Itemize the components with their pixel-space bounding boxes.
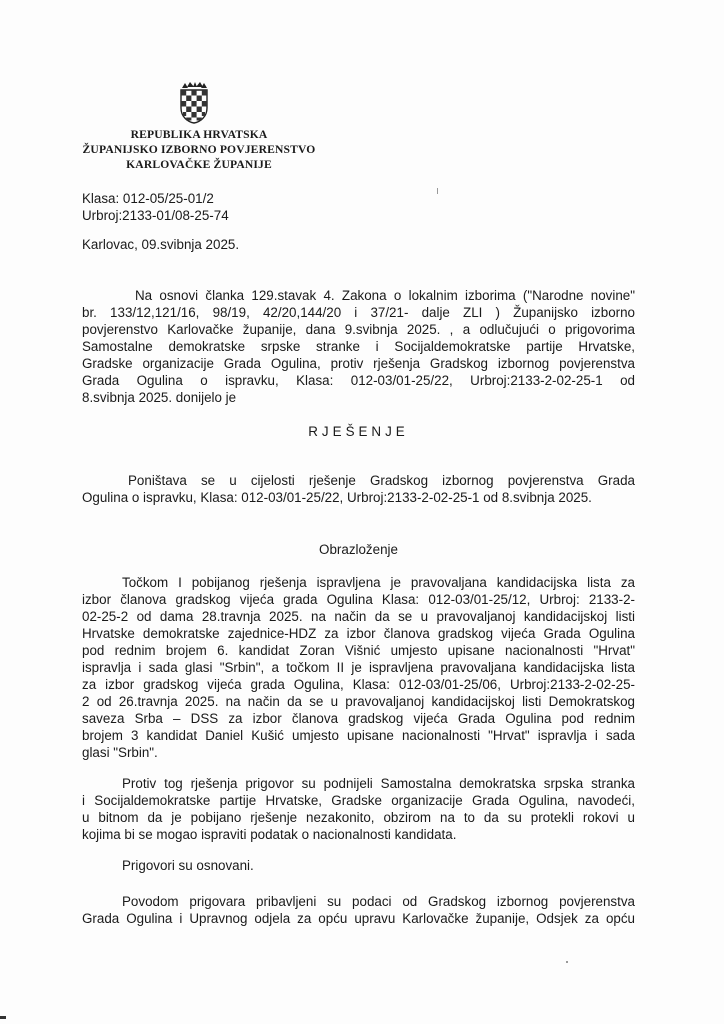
- reasoning-line: brojem 3 kandidat Daniel Kušić umjesto upisane nacionalnosti "Hrvat" ispravlja i sada: [82, 728, 635, 743]
- header-line-1: REPUBLIKA HRVATSKA: [130, 128, 268, 141]
- reasoning-line: Hrvatske demokratske zajednice-HDZ za izbor članova gradskog vijeća Grada Ogulina: [82, 626, 635, 641]
- intro-line: povjerenstvo Karlovačke županije, dana 9.svibnja 2025. , a odlučujući o prigovorima: [82, 322, 635, 337]
- decision-line: Ogulina o ispravku, Klasa: 012-03/01-25/22, Urbroj:2133-2-02-25-1 od 8.svibnja 2025.: [82, 490, 592, 505]
- institution-header: [68, 127, 330, 172]
- croatian-coat-of-arms-icon: [176, 82, 212, 124]
- urbroj: Urbroj:2133-01/08-25-74: [82, 208, 229, 223]
- reasoning-line: saveza Srba – DSS za izbor članova gradskog vijeća Grada Ogulina pod rednim: [82, 711, 635, 726]
- reasoning-line: Grada Ogulina i Upravnog odjela za opću upravu Karlovačke županije, Odsjek za opću: [82, 911, 635, 926]
- reasoning-paragraph-3: Prigovori su osnovani.: [122, 858, 254, 873]
- reasoning-line: pod rednim brojem 6. kandidat Zoran Višnić umjesto upisane nacionalnosti "Hrvat": [82, 643, 635, 658]
- intro-line: Samostalne demokratske srpske stranke i Socijaldemokratske partije Hrvatske,: [82, 339, 635, 354]
- intro-line: Gradske organizacije Grada Ogulina, protiv rješenja Gradskog izbornog povjerenstva: [82, 356, 635, 371]
- reasoning-line: izbor članova gradskog vijeća grada Ogulina Klasa: 012-03/01-25/12, Urbroj: 2133-2-: [82, 592, 635, 607]
- intro-paragraph: [82, 287, 635, 406]
- reasoning-line: Protiv tog rješenja prigovor su podnijeli Samostalna demokratska srpska stranka: [122, 776, 635, 791]
- header-line-3: KARLOVAČKE ŽUPANIJE: [126, 158, 272, 171]
- reasoning-line: za izbor gradskog vijeća grada Ogulina, Klasa: 012-03/01-25/06, Urbroj:2133-2-02-25-: [82, 677, 635, 692]
- scan-mark: [437, 188, 438, 194]
- reasoning-line: 02-25-2 od dama 28.travnja 2025. na način da se u pravovaljanoj kandidacijskoj listi: [82, 609, 635, 624]
- reasoning-line: Povodom prigovara pribavljeni su podaci od Gradskog izbornog povjerenstva: [122, 894, 635, 909]
- reasoning-line: Točkom I pobijanog rješenja ispravljena je pravovaljana kandidacijska lista za: [122, 575, 635, 590]
- reasoning-line: glasi "Srbin".: [82, 745, 158, 760]
- decision-paragraph: [82, 472, 635, 506]
- place-date: Karlovac, 09.svibnja 2025.: [82, 237, 240, 252]
- reasoning-line: u bitnom da je pobijano rješenje nezakonito, obzirom na to da su protekli rokovi u: [82, 810, 635, 825]
- reasoning-line: ispravlja i sada glasi "Srbin", a točkom II je ispravljena pravovaljana kandidacijska lista: [82, 660, 635, 675]
- klasa: Klasa: 012-05/25-01/2: [82, 191, 214, 206]
- reasoning-line: 2 od 26.travnja 2025. na način da se u pravovaljanoj kandidacijskoj listi Demokratskog: [82, 694, 635, 709]
- reasoning-title: Obrazloženje: [319, 542, 398, 557]
- reasoning-paragraph-2: [82, 775, 635, 843]
- reasoning-paragraph-4: [82, 893, 635, 927]
- intro-line: Grada Ogulina o ispravku, Klasa: 012-03/01-25/22, Urbroj:2133-2-02-25-1 od: [82, 373, 635, 388]
- intro-line: Na osnovi članka 129.stavak 4. Zakona o lokalnim izborima ("Narodne novine": [135, 288, 635, 303]
- scan-mark: [566, 961, 568, 963]
- reasoning-paragraph-1: [82, 574, 635, 761]
- intro-line: 8.svibnja 2025. donijelo je: [82, 390, 237, 405]
- header-line-2: ŽUPANIJSKO IZBORNO POVJERENSTVO: [82, 143, 316, 156]
- scan-mark: [0, 1016, 6, 1019]
- intro-line: br. 133/12,121/16, 98/19, 42/20,144/20 i 37/21- dalje ZLI ) Županijsko izborno: [82, 305, 635, 320]
- reasoning-line: i Socijaldemokratske partije Hrvatske, Gradske organizacije Grada Ogulina, navodeći,: [82, 793, 635, 808]
- decision-title: RJEŠENJE: [308, 424, 409, 439]
- decision-line: Poništava se u cijelosti rješenje Gradskog izbornog povjerenstva Grada: [128, 473, 635, 488]
- reasoning-line: kojima bi se mogao ispraviti podatak o nacionalnosti kandidata.: [82, 827, 457, 842]
